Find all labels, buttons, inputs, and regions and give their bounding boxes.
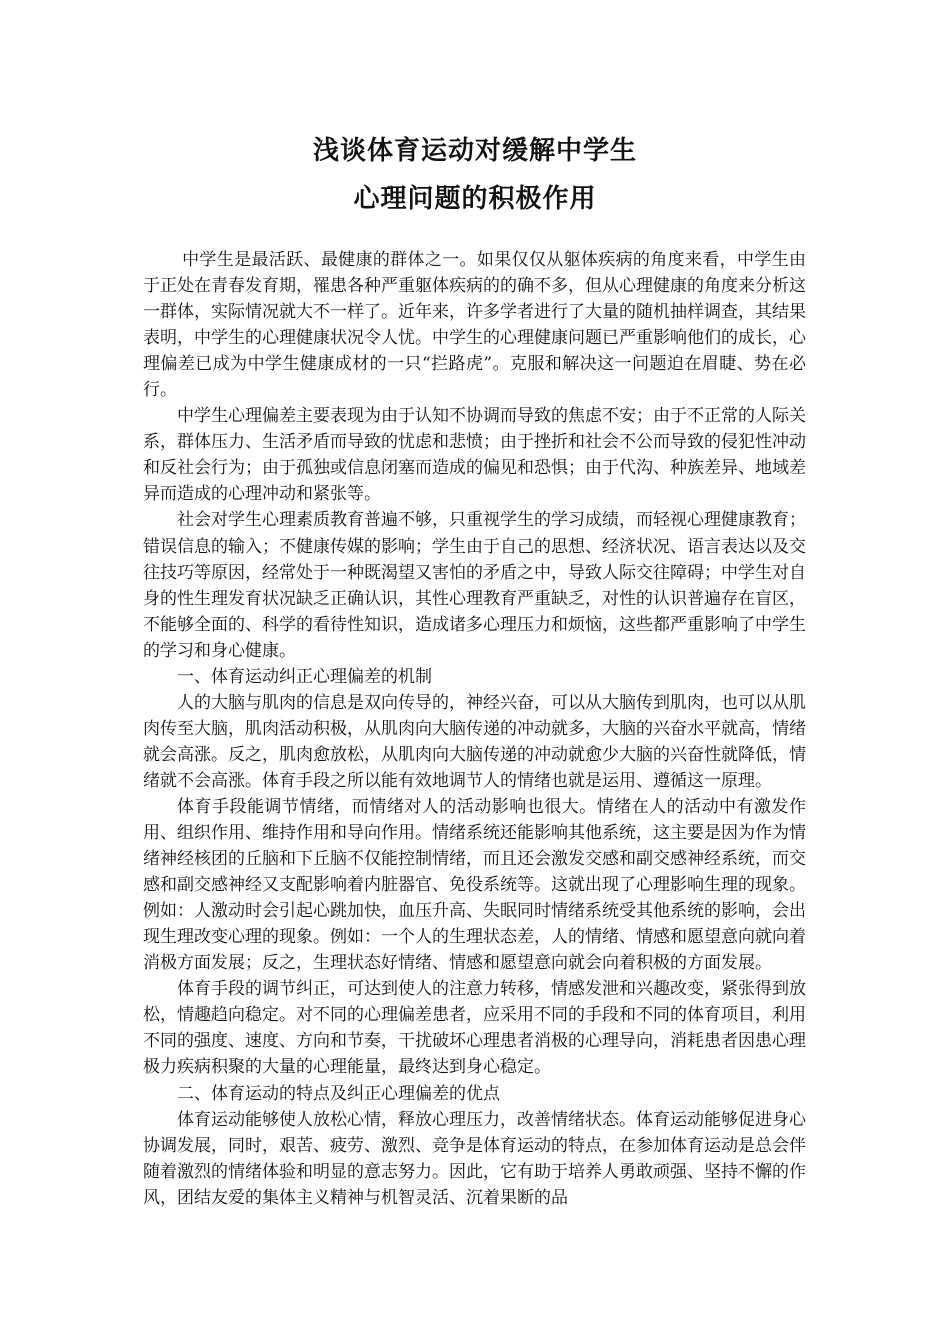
paragraph-adjustment: 体育手段的调节纠正，可达到使人的注意力转移，情感发泄和兴趣改变，紧张得到放松，情趣趋向稳定。对不同的心理偏差患者，应采用不同的手段和不同的体育项目，利用不同的强度、速度、方向和节奏，干扰破坏心理患者消极的心理导向，消耗患者因患心理极力疾病积聚的大量的心理能量，最终达到身心稳定。 [143, 979, 806, 1078]
paragraph-causes: 社会对学生心理素质教育普遍不够，只重视学生的学习成绩，而轻视心理健康教育；错误信息的输入；不健康传媒的影响；学生由于自己的思想、经济状况、语言表达以及交往技巧等原因，经常处于一种既渴望又害怕的矛盾之中，导致人际交往障碍；中学生对自身的性生理发育状况缺乏正确认识，其性心理教育严重缺乏，对性的认识普遍存在盲区，不能够全面的、科学的看待性知识，造成诸多心理压力和烦恼，这些都严重影响了中学生的学习和身心健康。 [143, 510, 806, 661]
document-body [143, 247, 806, 1211]
document-title-line-2: 心理问题的积极作用 [353, 184, 597, 214]
paragraph-deviation-symptoms: 中学生心理偏差主要表现为由于认知不协调而导致的焦虑不安；由于不正常的人际关系，群体压力、生活矛盾而导致的忧虑和悲愤；由于挫折和社会不公而导致的侵犯性冲动和反社会行为；由于孤独或信息闭塞而造成的偏见和恐惧；由于代沟、种族差异、地域差异而造成的心理冲动和紧张等。 [143, 406, 806, 505]
section-heading-1: 一、体育运动纠正心理偏差的机制 [177, 666, 432, 687]
paragraph-mechanism: 人的大脑与肌肉的信息是双向传导的，神经兴奋，可以从大脑传到肌肉，也可以从肌肉传至大脑，肌肉活动积极，从肌肉向大脑传递的冲动就多，大脑的兴奋水平就高，情绪就会高涨。反之，肌肉愈放松，从肌肉向大脑传递的冲动就愈少大脑的兴奋性就降低，情绪就不会高涨。体育手段之所以能有效地调节人的情绪也就是运用、遵循这一原理。 [143, 692, 806, 791]
paragraph-intro: 中学生是最活跃、最健康的群体之一。如果仅仅从躯体疾病的角度来看，中学生由于正处在青春发育期，罹患各种严重躯体疾病的的确不多，但从心理健康的角度来分析这一群体，实际情况就大不一样了。近年来，许多学者进行了大量的随机抽样调查，其结果表明，中学生的心理健康状况令人忧。中学生的心理健康问题已严重影响他们的成长，心理偏差已成为中学生健康成材的一只“拦路虎”。克服和解决这一问题迫在眉睫、势在必行。 [143, 250, 806, 401]
document-title-line-1: 浅谈体育运动对缓解中学生 [312, 136, 637, 166]
paragraph-advantages: 体育运动能够使人放松心情，释放心理压力，改善情绪状态。体育运动能够促进身心协调发展，同时，艰苦、疲劳、激烈、竞争是体育运动的特点，在参加体育运动是总会伴随着激烈的情绪体验和明显的意志努力。因此，它有助于培养人勇敢顽强、坚持不懈的作风，团结友爱的集体主义精神与机智灵活、沉着果断的品 [143, 1109, 806, 1208]
section-heading-2: 二、体育运动的特点及纠正心理偏差的优点 [177, 1083, 500, 1104]
paragraph-emotion-regulation: 体育手段能调节情绪，而情绪对人的活动影响也很大。情绪在人的活动中有激发作用、组织作用、维持作用和导向作用。情绪系统还能影响其他系统，这主要是因为作为情绪神经核团的丘脑和下丘脑不仅能控制情绪，而且还会激发交感和副交感神经系统，而交感和副交感神经又支配影响着内脏器官、免役系统等。这就出现了心理影响生理的现象。例如：人激动时会引起心跳加快，血压升高、失眠同时情绪系统受其他系统的影响，会出现生理改变心理的现象。例如：一个人的生理状态差，人的情绪、情感和愿望意向就向着消极方面发展；反之，生理状态好情绪、情感和愿望意向就会向着积极的方面发展。 [143, 796, 806, 974]
